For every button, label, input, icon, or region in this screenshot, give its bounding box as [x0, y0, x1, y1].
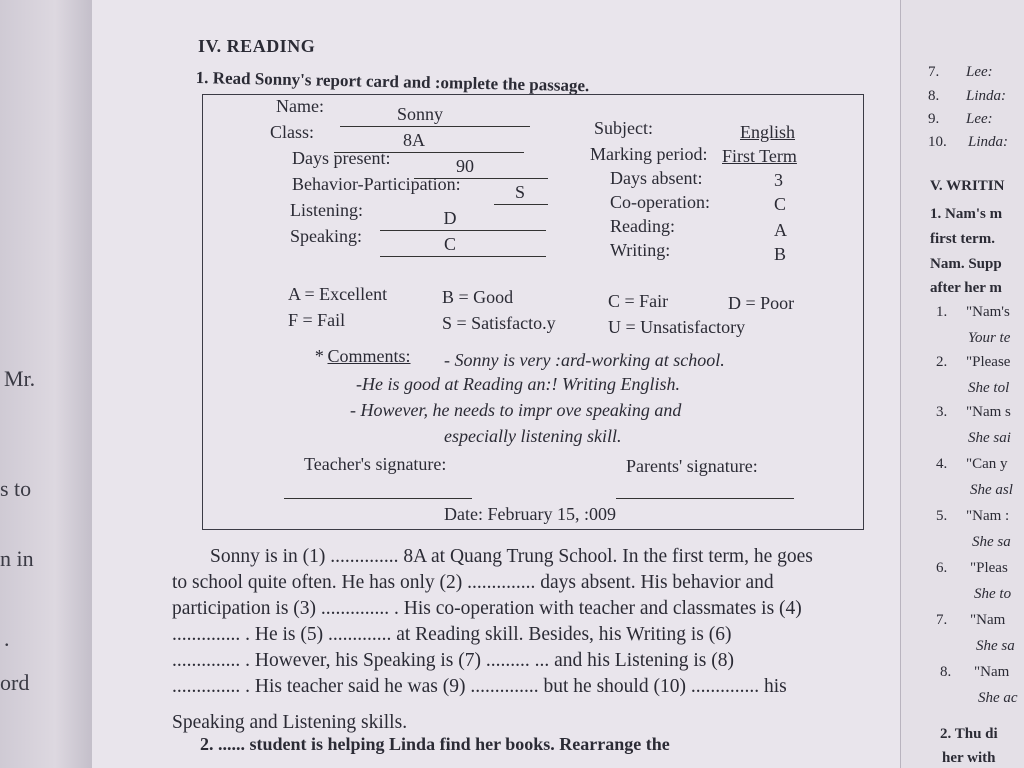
task-2-line: 2. Thu di [940, 726, 998, 742]
item-number: 2. [936, 354, 948, 370]
subject-label: Subject: [594, 118, 653, 138]
marking-period-label: Marking period: [590, 144, 708, 164]
left-fragment: n in [0, 546, 34, 571]
behavior-value: S [514, 182, 525, 202]
item-number: 3. [936, 404, 948, 420]
name-label: Name: [276, 96, 324, 116]
comment-line: especially listening skill. [444, 426, 622, 446]
listening-value: D [443, 208, 457, 228]
dialogue-speaker: Linda: [968, 134, 1009, 150]
item-quote: "Nam [970, 612, 1006, 628]
writing-intro-line: after her m [930, 280, 1002, 296]
teacher-signature-label: Teacher's signature: [304, 454, 447, 474]
legend-d: D = Poor [728, 293, 795, 313]
item-quote: "Nam [974, 664, 1010, 680]
task-2-line: her with [942, 750, 996, 766]
writing-label: Writing: [610, 240, 671, 260]
item-answer: She sa [972, 534, 1011, 550]
item-answer: She asl [970, 482, 1013, 498]
behavior-underline [494, 204, 548, 205]
speaking-underline [380, 256, 546, 257]
passage-line: Sonny is in (1) .............. 8A at Quang Trung School. In the first term, he goes [210, 546, 813, 567]
item-answer: She sa [976, 638, 1015, 654]
item-quote: "Nam s [966, 404, 1011, 420]
subject-value: English [740, 122, 796, 142]
cooperation-label: Co-operation: [610, 192, 710, 212]
item-answer: She ac [978, 690, 1018, 706]
comments-heading: * Comments: [314, 346, 411, 366]
passage-line: participation is (3) .............. . His co-operation with teacher and classmates is (4) [172, 598, 802, 619]
marking-period-value: First Term [722, 146, 797, 166]
days-absent-label: Days absent: [610, 168, 703, 188]
listening-label: Listening: [290, 200, 363, 220]
writing-heading: V. WRITIN [930, 178, 1005, 194]
days-present-label: Days present: [292, 148, 391, 168]
report-date: Date: February 15, :009 [444, 504, 616, 524]
item-quote: "Nam : [966, 508, 1010, 524]
passage-line: .............. . However, his Speaking is (7) ......... ... and his Listening is (8) [172, 650, 734, 671]
passage-line: .............. . His teacher said he was (9) .............. but he should (10) .............. his [172, 676, 787, 697]
speaking-label: Speaking: [290, 226, 362, 246]
dialogue-speaker: Lee: [966, 64, 993, 80]
reading-label: Reading: [610, 216, 675, 236]
item-number: 8. [940, 664, 952, 680]
parents-signature-label: Parents' signature: [626, 456, 758, 476]
name-value: Sonny [396, 104, 443, 124]
task-title: 1. Read Sonny's report card and :omplete the passage. [195, 68, 590, 96]
left-fragment: . [4, 626, 10, 651]
dialogue-number: 8. [928, 88, 940, 104]
listening-underline [380, 230, 546, 231]
item-number: 6. [936, 560, 948, 576]
dialogue-speaker: Lee: [966, 111, 993, 127]
days-absent-value: 3 [774, 170, 783, 190]
item-number: 7. [936, 612, 948, 628]
item-answer: She sai [968, 430, 1011, 446]
item-answer: Your te [968, 330, 1011, 346]
name-underline [340, 126, 530, 127]
item-number: 4. [936, 456, 948, 472]
behavior-label: Behavior-Participation: [292, 174, 461, 194]
legend-s: S = Satisfacto.y [442, 313, 556, 333]
item-quote: "Nam's [966, 304, 1010, 320]
reading-value: A [774, 220, 787, 240]
writing-intro-line: first term. [930, 231, 995, 247]
class-value: 8A [403, 130, 425, 150]
comment-line: - Sonny is very :ard-working at school. [444, 350, 725, 370]
item-quote: "Pleas [970, 560, 1008, 576]
next-task-title: 2. ...... student is helping Linda find her books. Rearrange the [200, 734, 670, 754]
legend-f: F = Fail [288, 310, 346, 330]
days-present-value: 90 [456, 156, 474, 176]
item-answer: She tol [968, 380, 1010, 396]
teacher-signature-line [284, 498, 472, 499]
left-fragment: s to [0, 476, 32, 501]
dialogue-number: 10. [928, 134, 947, 150]
legend-u: U = Unsatisfactory [608, 317, 746, 337]
comment-line: -He is good at Reading an:! Writing English. [356, 374, 680, 394]
item-quote: "Please [966, 354, 1011, 370]
legend-a: A = Excellent [288, 284, 388, 304]
legend-c: C = Fair [608, 291, 669, 311]
legend-b: B = Good [442, 287, 514, 307]
writing-intro-line: 1. Nam's m [930, 206, 1003, 222]
item-quote: "Can y [966, 456, 1008, 472]
parents-signature-line [616, 498, 794, 499]
passage-line: .............. . He is (5) ............. at Reading skill. Besides, his Writing is (6) [172, 624, 732, 645]
passage-line: Speaking and Listening skills. [172, 712, 408, 733]
cooperation-value: C [774, 194, 787, 214]
passage-line: to school quite often. He has only (2) .............. days absent. His behavior and [172, 572, 774, 593]
section-title: IV. READING [198, 36, 316, 56]
writing-intro-line: Nam. Supp [930, 256, 1002, 272]
speaking-value: C [443, 234, 456, 254]
comments-label: Comments: [327, 346, 411, 366]
left-page [0, 0, 92, 768]
left-fragment: ord [0, 670, 30, 695]
item-answer: She to [974, 586, 1012, 602]
class-label: Class: [270, 122, 315, 142]
comment-line: - However, he needs to impr ove speaking and [350, 400, 682, 420]
item-number: 5. [936, 508, 948, 524]
dialogue-number: 7. [928, 64, 940, 80]
writing-value: B [774, 244, 787, 264]
dialogue-speaker: Linda: [966, 88, 1007, 104]
item-number: 1. [936, 304, 948, 320]
left-fragment: Mr. [4, 366, 36, 391]
dialogue-number: 9. [928, 111, 940, 127]
